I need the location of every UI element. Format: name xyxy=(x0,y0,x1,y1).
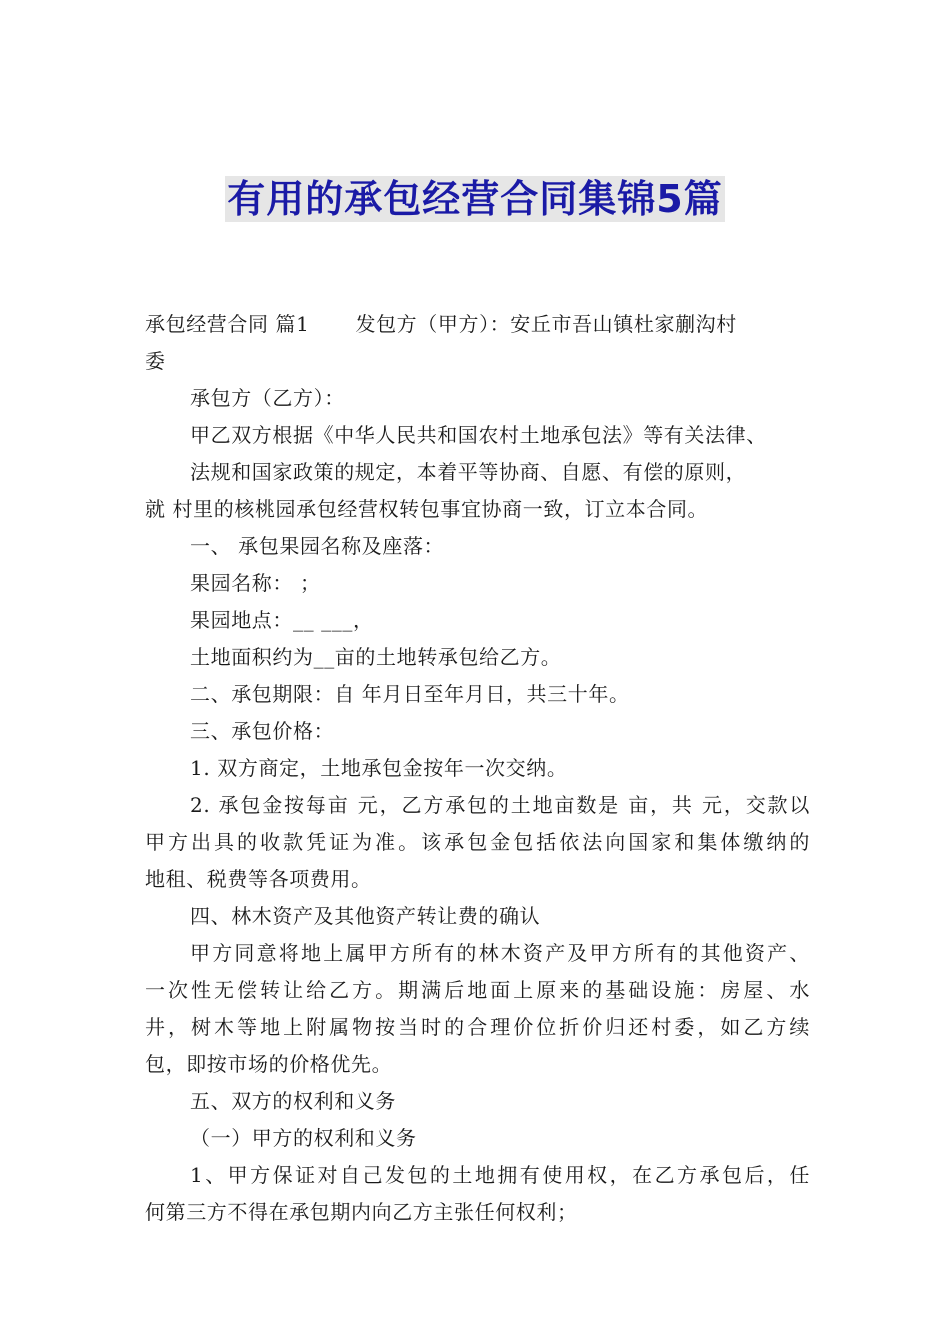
paragraph-line: 2. 承包金按每亩 元，乙方承包的土地亩数是 亩，共 元，交款以 xyxy=(190,793,810,817)
paragraph-line: 一次性无偿转让给乙方。期满后地面上原来的基础设施：房屋、水 xyxy=(145,978,810,1002)
paragraph-line: 二、承包期限：自 年月日至年月日，共三十年。 xyxy=(190,682,630,706)
paragraph-line: （一）甲方的权利和义务 xyxy=(190,1126,417,1150)
paragraph-line: 甲乙双方根据《中华人民共和国农村土地承包法》等有关法律、 xyxy=(190,423,767,447)
title-container xyxy=(0,176,950,222)
paragraph-line: 井，树木等地上附属物按当时的合理价位折价归还村委，如乙方续 xyxy=(145,1015,810,1039)
paragraph-line: 1. 双方商定，土地承包金按年一次交纳。 xyxy=(190,756,568,780)
paragraph-line: 委 xyxy=(145,349,166,373)
paragraph-line: 甲方同意将地上属甲方所有的林木资产及甲方所有的其他资产、 xyxy=(190,941,810,965)
paragraph-line: 就 村里的核桃园承包经营权转包事宜协商一致，订立本合同。 xyxy=(145,497,709,521)
paragraph-line: 甲方出具的收款凭证为准。该承包金包括依法向国家和集体缴纳的 xyxy=(145,830,810,854)
paragraph-line: 法规和国家政策的规定，本着平等协商、自愿、有偿的原则， xyxy=(190,460,747,484)
paragraph-line: 何第三方不得在承包期内向乙方主张任何权利； xyxy=(145,1200,578,1224)
paragraph-line: 土地面积约为__亩的土地转承包给乙方。 xyxy=(190,645,562,669)
paragraph-line: 五、双方的权利和义务 xyxy=(190,1089,396,1113)
paragraph-line: 三、承包价格： xyxy=(190,719,335,743)
paragraph-line xyxy=(145,306,810,343)
paragraph-line: 1、甲方保证对自己发包的土地拥有使用权，在乙方承包后，任 xyxy=(190,1163,810,1187)
text-line: 发包方（甲方）：安丘市吾山镇杜家蒯沟村 xyxy=(355,312,737,336)
paragraph-line: 地租、税费等各项费用。 xyxy=(145,867,372,891)
paragraph-line: 果园地点：__ ___， xyxy=(190,608,374,632)
paragraph-line: 包，即按市场的价格优先。 xyxy=(145,1052,393,1076)
document-body xyxy=(145,306,810,1231)
section-heading: 承包经营合同 篇1 xyxy=(145,312,310,336)
paragraph-line: 承包方（乙方）： xyxy=(190,386,345,410)
paragraph-line: 一、 承包果园名称及座落： xyxy=(190,534,445,558)
paragraph-line: 四、林木资产及其他资产转让费的确认 xyxy=(190,904,541,928)
document-title: 有用的承包经营合同集锦5篇 xyxy=(227,177,723,221)
paragraph-line: 果园名称： ； xyxy=(190,571,321,595)
